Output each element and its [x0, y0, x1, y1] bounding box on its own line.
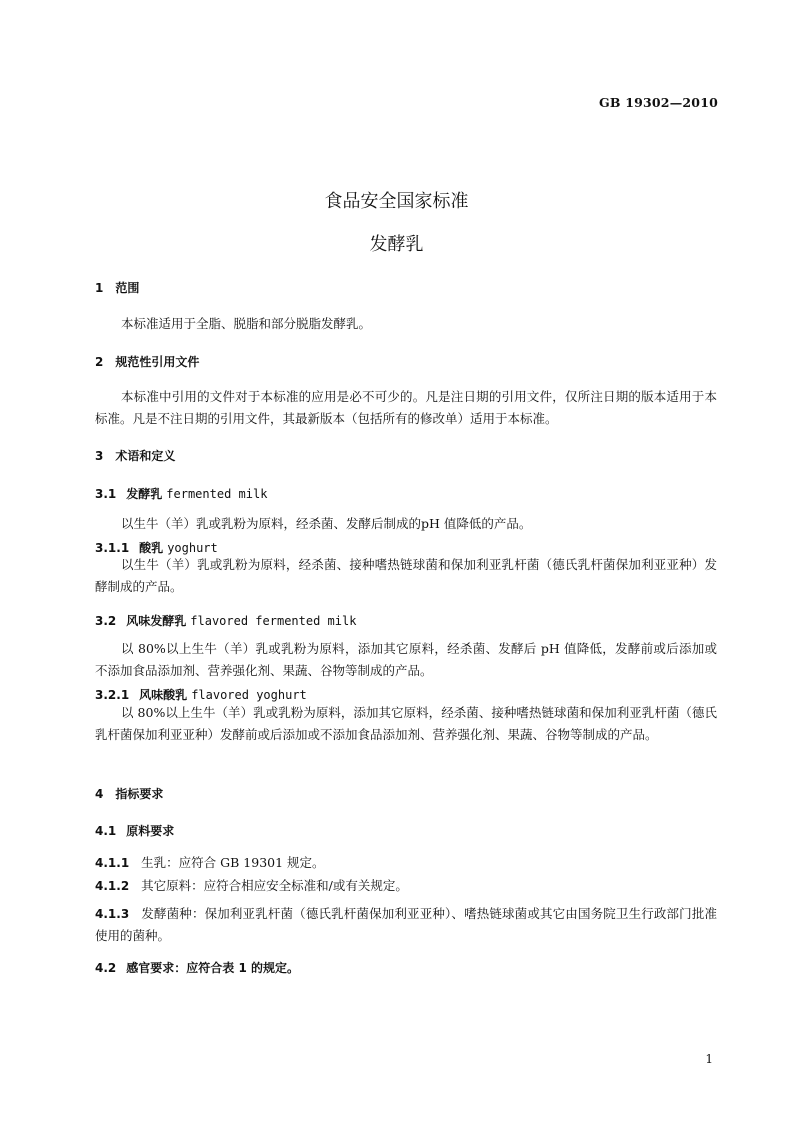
- section-number: 3.2: [95, 614, 117, 628]
- section-number: 3.1: [95, 487, 117, 501]
- section-number: 2: [95, 355, 104, 369]
- section-title: 发酵乳: [126, 487, 163, 501]
- section-number: 3: [95, 449, 104, 463]
- section-2-text: 本标准中引用的文件对于本标准的应用是必不可少的。凡是注日期的引用文件，仅所注日期的版本适用于本标准。凡是不注日期的引用文件，其最新版本（包括所有的修改单）适用于本标准。: [95, 389, 717, 426]
- section-title: 指标要求: [115, 787, 164, 801]
- section-1-text: 本标准适用于全脂、脱脂和部分脱脂发酵乳。: [121, 316, 372, 331]
- section-text: 生乳：应符合 GB 19301 规定。: [141, 855, 325, 870]
- section-text: 其它原料：应符合相应安全标准和/或有关规定。: [141, 878, 408, 893]
- section-4-2-heading: [95, 959, 299, 976]
- section-title: 风味发酵乳: [126, 614, 187, 628]
- section-title: 规范性引用文件: [115, 355, 200, 369]
- section-title: 原料要求: [126, 824, 175, 838]
- section-3-2-1-text: 以 80%以上生牛（羊）乳或乳粉为原料，添加其它原料，经杀菌、接种嗜热链球菌和保加利亚乳杆菌（德氏乳杆菌保加利亚亚种）发酵前或后添加或不添加食品添加剂、营养强化剂、果蔬、谷物等制成的产品。: [95, 705, 717, 742]
- section-number: 1: [95, 281, 104, 295]
- section-number: 4: [95, 787, 104, 801]
- section-3-2-1-heading: [95, 686, 307, 703]
- document-title: 食品安全国家标准: [324, 191, 469, 212]
- section-2-heading: [95, 353, 199, 370]
- document-subtitle: 发酵乳: [369, 234, 424, 255]
- section-title-en: fermented milk: [166, 487, 268, 501]
- section-title: 范围: [115, 281, 140, 295]
- section-number: 4.1.1: [95, 856, 130, 870]
- section-4-1-3: [95, 903, 717, 947]
- standard-code: GB 19302—2010: [599, 95, 718, 110]
- section-3-1-text: 以生牛（羊）乳或乳粉为原料，经杀菌、发酵后制成的pH 值降低的产品。: [121, 516, 532, 531]
- section-4-1-heading: [95, 822, 174, 839]
- section-1-heading: [95, 279, 139, 296]
- section-number: 3.1.1: [95, 541, 130, 555]
- section-number: 4.1.3: [95, 907, 130, 921]
- section-3-2-text: 以 80%以上生牛（羊）乳或乳粉为原料，添加其它原料，经杀菌、发酵后 pH 值降低，发酵前或后添加或不添加食品添加剂、营养强化剂、果蔬、谷物等制成的产品。: [95, 641, 717, 678]
- section-title: 术语和定义: [115, 449, 176, 463]
- page-number: 1: [705, 1052, 713, 1066]
- section-title-en: flavored fermented milk: [190, 614, 357, 628]
- section-title-en: yoghurt: [167, 541, 218, 555]
- section-title: 酸乳: [139, 541, 164, 555]
- section-number: 4.1: [95, 824, 117, 838]
- section-3-1-1-text: 以生牛（羊）乳或乳粉为原料，经杀菌、接种嗜热链球菌和保加利亚乳杆菌（德氏乳杆菌保加利亚亚种）发酵制成的产品。: [95, 557, 717, 594]
- section-number: 4.1.2: [95, 879, 130, 893]
- section-title: 感官要求：应符合表 1 的规定。: [126, 961, 299, 975]
- section-title-en: flavored yoghurt: [191, 688, 307, 702]
- section-title: 风味酸乳: [139, 688, 188, 702]
- section-text: 发酵菌种：保加利亚乳杆菌（德氏乳杆菌保加利亚亚种）、嗜热链球菌或其它由国务院卫生行政部门批准使用的菌种。: [95, 906, 717, 943]
- section-4-1-1: [95, 853, 325, 871]
- section-3-1-heading: [95, 485, 267, 502]
- section-3-heading: [95, 447, 175, 464]
- section-number: 3.2.1: [95, 688, 130, 702]
- section-4-1-2: [95, 876, 408, 894]
- section-number: 4.2: [95, 961, 117, 975]
- section-4-heading: [95, 785, 163, 802]
- section-3-2-heading: [95, 612, 356, 629]
